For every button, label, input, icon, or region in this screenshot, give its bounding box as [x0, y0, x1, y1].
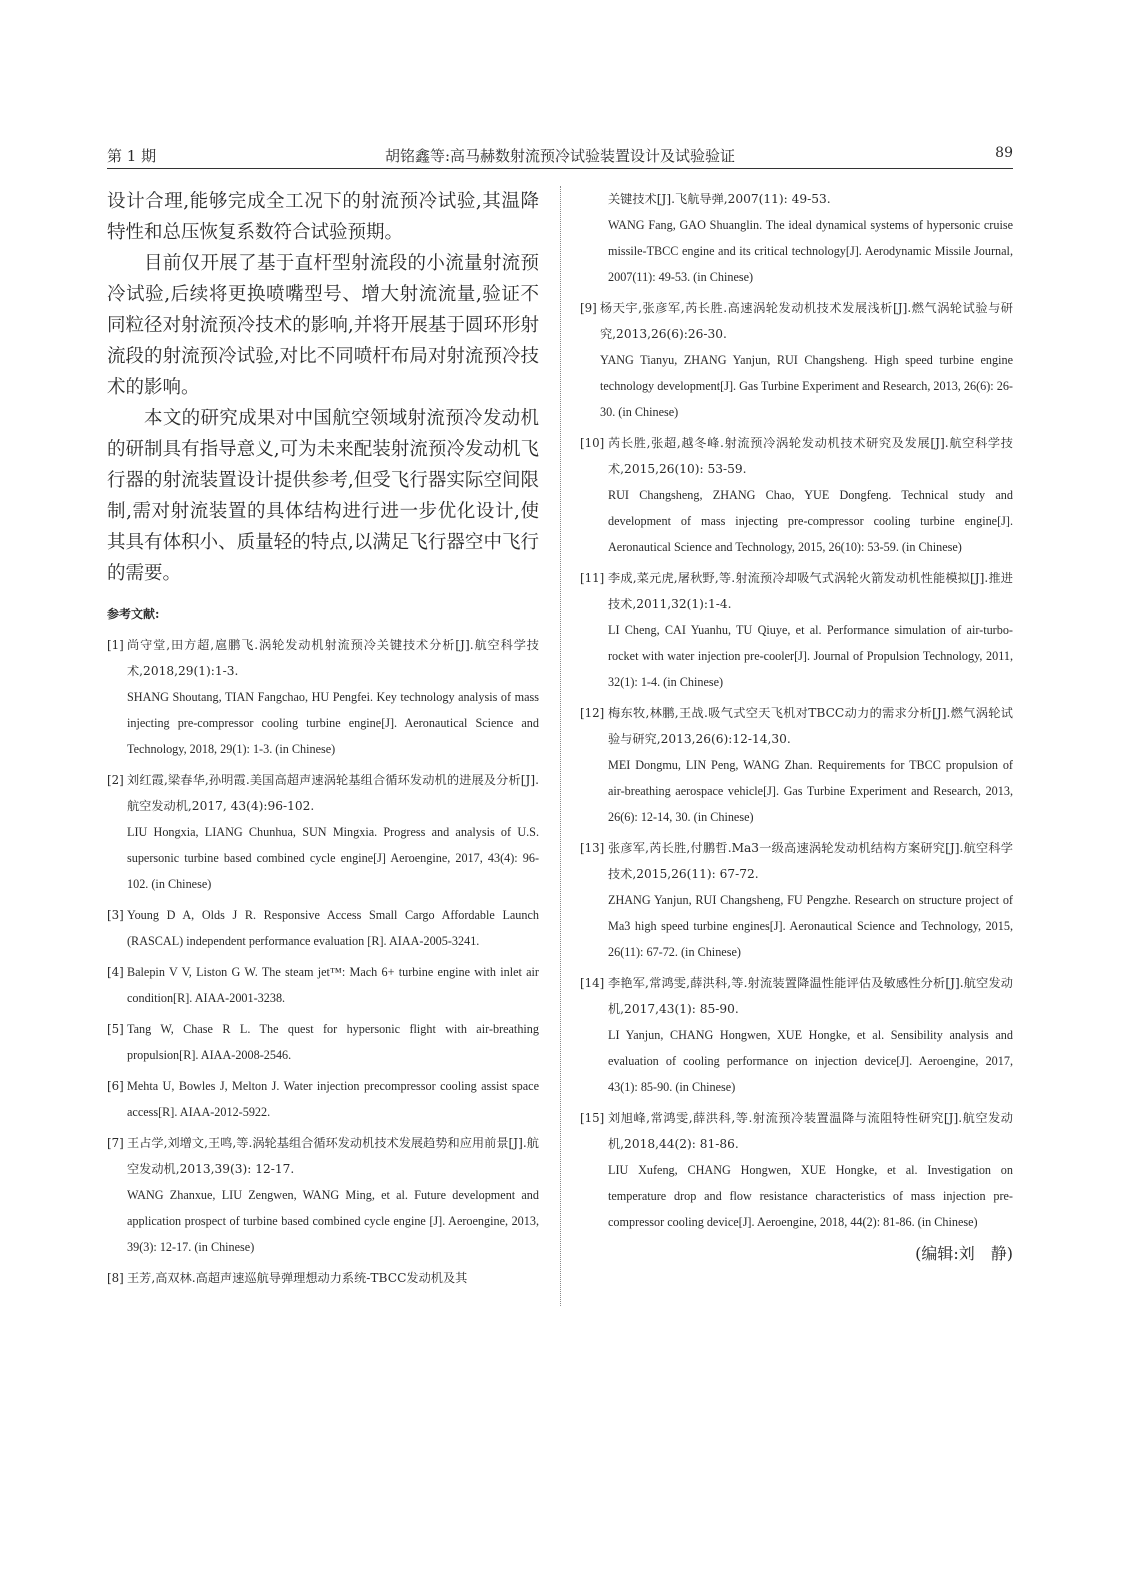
- reference-item: [580, 700, 1013, 830]
- reference-list-right: [580, 186, 1013, 1235]
- reference-text-chinese: 梅东牧,林鹏,王战.吸气式空天飞机对TBCC动力的需求分析[J].燃气涡轮试验与研究,2013,26(6):12-14,30.: [608, 706, 1013, 746]
- reference-text-chinese: 王占学,刘增文,王鸣,等.涡轮基组合循环发动机技术发展趋势和应用前景[J].航空发动机,2013,39(3): 12-17.: [127, 1136, 539, 1176]
- reference-text-english: SHANG Shoutang, TIAN Fangchao, HU Pengfei. Key technology analysis of mass injecting pre-compressor cooling turbine engine[J]. Aeronautical Science and Technology, 2018, 29(1): 1-3. (in Chinese): [127, 690, 539, 756]
- reference-item: [107, 959, 539, 1011]
- reference-number: [2]: [107, 773, 124, 787]
- body-paragraph: 本文的研究成果对中国航空领域射流预冷发动机的研制具有指导意义,可为未来配装射流预冷发动机飞行器的射流装置设计提供参考,但受飞行器实际空间限制,需对射流装置的具体结构进行进一步优化设计,使其具有体积小、质量轻的特点,以满足飞行器空中飞行的需要。: [107, 408, 539, 584]
- reference-item: [107, 1016, 539, 1068]
- reference-item: [107, 767, 539, 897]
- reference-number: [9]: [580, 301, 597, 315]
- right-column: [580, 186, 1013, 1264]
- reference-item: [580, 835, 1013, 965]
- body-paragraph: 设计合理,能够完成全工况下的射流预冷试验,其温降特性和总压恢复系数符合试验预期。: [107, 191, 539, 243]
- reference-text-english: ZHANG Yanjun, RUI Changsheng, FU Pengzhe. Research on structure project of Ma3 high speed turbine engines[J]. Aeronautical Science and Technology, 2015, 26(11): 67-72. (in Chinese): [608, 893, 1013, 959]
- reference-text-chinese: 杨天宇,张彦军,芮长胜.高速涡轮发动机技术发展浅析[J].燃气涡轮试验与研究,2013,26(6):26-30.: [600, 301, 1013, 341]
- reference-number: [13]: [580, 841, 605, 855]
- reference-number: [14]: [580, 976, 605, 990]
- reference-item: [107, 1073, 539, 1125]
- reference-item: [580, 970, 1013, 1100]
- reference-text-english: Mehta U, Bowles J, Melton J. Water injection precompressor cooling assist space access[R]. AIAA-2012-5922.: [127, 1079, 539, 1119]
- reference-number: [5]: [107, 1022, 124, 1036]
- reference-item: [580, 565, 1013, 695]
- reference-text-english: RUI Changsheng, ZHANG Chao, YUE Dongfeng. Technical study and development of mass injecting pre-compressor cooling turbine engine[J]. Aeronautical Science and Technology, 2015, 26(10): 53-59. (in Chinese): [608, 488, 1013, 554]
- running-title: 胡铭鑫等:高马赫数射流预冷试验装置设计及试验验证: [384, 147, 736, 165]
- reference-text-english: Tang W, Chase R L. The quest for hypersonic flight with air-breathing propulsion[R]. AIAA-2008-2546.: [127, 1022, 539, 1062]
- reference-number: [15]: [580, 1111, 605, 1125]
- body-text: [107, 186, 539, 589]
- reference-text-english: LIU Xufeng, CHANG Hongwen, XUE Hongke, et al. Investigation on temperature drop and flow resistance characteristics of mass injection pre-compressor cooling device[J]. Aeroengine, 2018, 44(2): 81-86. (in Chinese): [608, 1163, 1013, 1229]
- reference-text-english: WANG Zhanxue, LIU Zengwen, WANG Ming, et al. Future development and application prospect of turbine based combined cycle engine [J]. Aeroengine, 2013, 39(3): 12-17. (in Chinese): [127, 1188, 539, 1254]
- column-divider: [560, 186, 561, 1306]
- reference-list-left: [107, 632, 539, 1291]
- reference-text-english: Balepin V V, Liston G W. The steam jet™: Mach 6+ turbine engine with inlet air condition[R]. AIAA-2001-3238.: [127, 965, 539, 1005]
- reference-text-english: YANG Tianyu, ZHANG Yanjun, RUI Changsheng. High speed turbine engine technology development[J]. Gas Turbine Experiment and Research, 2013, 26(6): 26-30. (in Chinese): [600, 353, 1013, 419]
- reference-text-english: LIU Hongxia, LIANG Chunhua, SUN Mingxia. Progress and analysis of U.S. supersonic turbine based combined cycle engine[J] Aeroengine, 2017, 43(4): 96-102. (in Chinese): [127, 825, 539, 891]
- page-header: [107, 140, 1013, 169]
- page-number: 89: [995, 145, 1013, 161]
- reference-text-english: LI Yanjun, CHANG Hongwen, XUE Hongke, et al. Sensibility analysis and evaluation of cooling performance on injection device[J]. Aeroengine, 2017, 43(1): 85-90. (in Chinese): [608, 1028, 1013, 1094]
- reference-number: [6]: [107, 1079, 124, 1093]
- reference-number: [3]: [107, 908, 124, 922]
- reference-text-english: MEI Dongmu, LIN Peng, WANG Zhan. Requirements for TBCC propulsion of air-breathing aerospace vehicle[J]. Gas Turbine Experiment and Research, 2013, 26(6): 12-14, 30. (in Chinese): [608, 758, 1013, 824]
- reference-text-chinese: 王芳,高双林.高超声速巡航导弹理想动力系统-TBCC发动机及其: [127, 1271, 468, 1285]
- reference-text-chinese: 李成,菜元虎,屠秋野,等.射流预冷却吸气式涡轮火箭发动机性能模拟[J].推进技术,2011,32(1):1-4.: [608, 571, 1013, 611]
- reference-number: [1]: [107, 638, 124, 652]
- reference-number: [10]: [580, 436, 605, 450]
- reference-text-chinese: 尚守堂,田方超,扈鹏飞.涡轮发动机射流预冷关键技术分析[J].航空科学技术,2018,29(1):1-3.: [127, 638, 539, 678]
- reference-text-chinese: 刘旭峰,常鸿雯,薛洪科,等.射流预冷装置温降与流阻特性研究[J].航空发动机,2018,44(2): 81-86.: [608, 1111, 1013, 1151]
- issue-label: 第 1 期: [107, 147, 157, 165]
- editor-note: (编辑:刘 静): [915, 1244, 1013, 1263]
- reference-number: [8]: [107, 1271, 124, 1285]
- reference-item: [580, 1105, 1013, 1235]
- reference-number: [11]: [580, 571, 605, 585]
- reference-text-chinese: 芮长胜,张超,越冬峰.射流预冷涡轮发动机技术研究及发展[J].航空科学技术,2015,26(10): 53-59.: [608, 436, 1013, 476]
- reference-text-chinese: 关键技术[J].飞航导弹,2007(11): 49-53.: [608, 192, 831, 206]
- reference-number: [4]: [107, 965, 124, 979]
- body-paragraph: 目前仅开展了基于直杆型射流段的小流量射流预冷试验,后续将更换喷嘴型号、增大射流流量,验证不同粒径对射流预冷技术的影响,并将开展基于圆环形射流段的射流预冷试验,对比不同喷杆布局对射流预冷技术的影响。: [107, 253, 539, 398]
- reference-text-chinese: 刘红霞,梁春华,孙明霞.美国高超声速涡轮基组合循环发动机的进展及分析[J].航空发动机,2017, 43(4):96-102.: [127, 773, 539, 813]
- reference-item: [580, 295, 1013, 425]
- reference-item: [107, 902, 539, 954]
- reference-number: [7]: [107, 1136, 124, 1150]
- reference-item: [107, 1265, 539, 1291]
- reference-item: [580, 430, 1013, 560]
- reference-item: [580, 186, 1013, 290]
- reference-item: [107, 1130, 539, 1260]
- reference-item: [107, 632, 539, 762]
- reference-text-english: Young D A, Olds J R. Responsive Access Small Cargo Affordable Launch (RASCAL) independent performance evaluation [R]. AIAA-2005-3241.: [127, 908, 539, 948]
- references-heading: 参考文献:: [107, 607, 160, 621]
- reference-text-chinese: 张彦军,芮长胜,付鹏哲.Ma3一级高速涡轮发动机结构方案研究[J].航空科学技术,2015,26(11): 67-72.: [608, 841, 1013, 881]
- reference-text-english: WANG Fang, GAO Shuanglin. The ideal dynamical systems of hypersonic cruise missile-TBCC engine and its critical technology[J]. Aerodynamic Missile Journal, 2007(11): 49-53. (in Chinese): [608, 218, 1013, 284]
- reference-number: [12]: [580, 706, 605, 720]
- reference-text-english: LI Cheng, CAI Yuanhu, TU Qiuye, et al. Performance simulation of air-turbo-rocket with water injection pre-cooler[J]. Journal of Propulsion Technology, 2011, 32(1): 1-4. (in Chinese): [608, 623, 1013, 689]
- left-column: [107, 186, 539, 1296]
- reference-text-chinese: 李艳军,常鸿雯,薛洪科,等.射流装置降温性能评估及敏感性分析[J].航空发动机,2017,43(1): 85-90.: [608, 976, 1013, 1016]
